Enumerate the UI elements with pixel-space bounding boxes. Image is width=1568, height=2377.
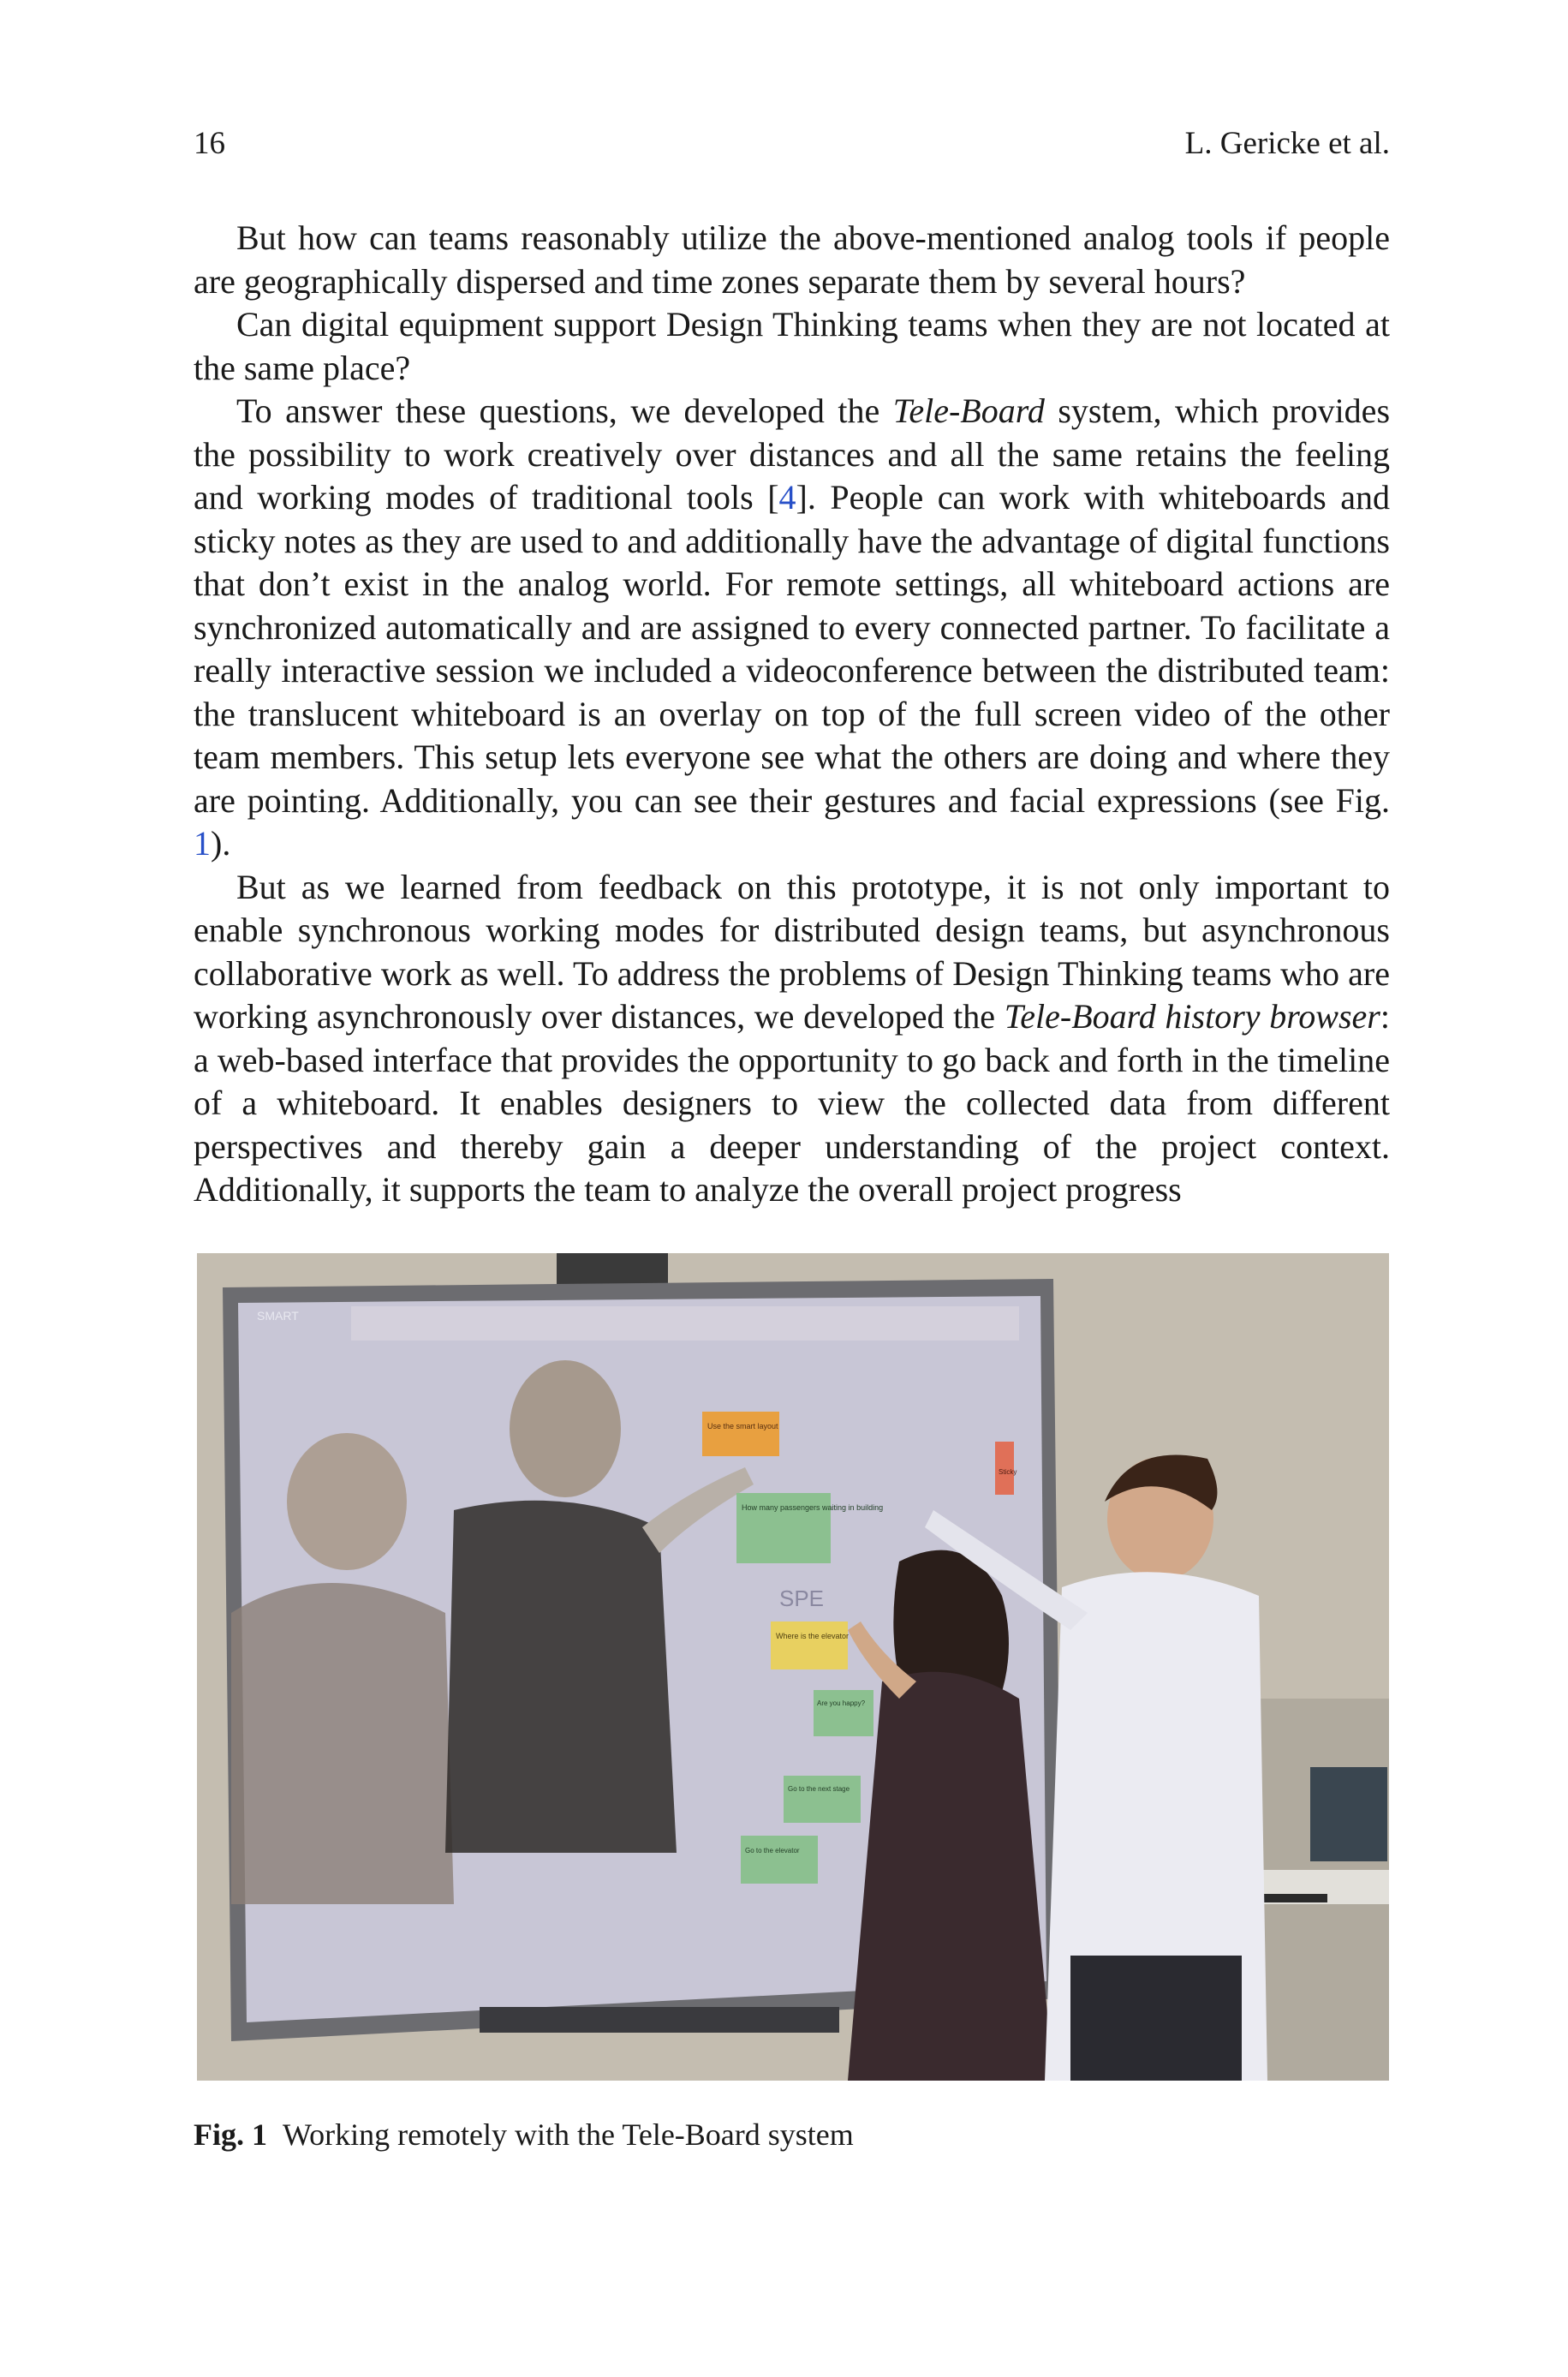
- sticky-note: [814, 1690, 873, 1736]
- text-run: ]. People can work with whiteboards and sticky notes as they are used to and additionally have the advantage of digital functions that don’t exist in the analog world. For remote settings, all whiteboard actions are synchronized automatically and are assigned to every connected partner. To facilitate a really interactive session we included a videoconference between the distributed team: the translucent whiteboard is an overlay on top of the full screen video of the other team members. This setup lets everyone see what the others are doing and where they are pointing. Additionally, you can see their gestures and facial expressions (see Fig.: [194, 478, 1390, 820]
- monitor: [1310, 1767, 1387, 1861]
- board-handwriting: SPE: [779, 1586, 825, 1611]
- sticky-note: [784, 1776, 861, 1823]
- italic-term: Tele-Board history browser: [1004, 997, 1380, 1036]
- page-header: [194, 122, 1390, 165]
- paragraph: But how can teams reasonably utilize the above-mentioned analog tools if people are geographically dispersed and time zones separate them by several hours?: [194, 218, 1390, 301]
- local-man-trousers: [1070, 1956, 1242, 2081]
- paragraph: [194, 390, 1390, 866]
- paragraph: [194, 866, 1390, 1212]
- running-head: L. Gericke et al.: [1184, 126, 1390, 161]
- text-run: system, which provides the possibility to work creatively over distances and all the same retains the feeling and working modes of traditional tools [: [194, 391, 1391, 517]
- text-run: : a web-based interface that provides the opportunity to go back and forth in the timeline of a whiteboard. It enables designers to view the collected data from different perspectives and thereby gain a deeper understanding of the project context. Additionally, it supports the team to analyze the overall project progress: [194, 997, 1390, 1209]
- figure-photo: [197, 1253, 1389, 2081]
- sticky-note-text: Where is the elevator: [776, 1632, 850, 1640]
- sticky-note-text: Use the smart layout: [707, 1422, 778, 1430]
- photo-illustration: [197, 1253, 1389, 2081]
- body-text: [194, 217, 1390, 1212]
- text-run: ).: [211, 824, 231, 863]
- remote-person-body: [445, 1501, 677, 1853]
- italic-term: Tele-Board: [892, 391, 1045, 430]
- figure-link[interactable]: 1: [194, 824, 211, 863]
- sticky-note-text: Go to the next stage: [788, 1785, 850, 1793]
- board-toolbar: [351, 1306, 1019, 1341]
- sticky-note-text: How many passengers waiting in building: [742, 1503, 884, 1512]
- sticky-note: [702, 1412, 779, 1456]
- board-tray: [480, 2007, 839, 2033]
- sticky-note-text: Are you happy?: [817, 1699, 866, 1707]
- wall-note-text: Sticky: [999, 1468, 1017, 1476]
- sticky-note-text: Go to the elevator: [745, 1847, 800, 1854]
- caption-text: Working remotely with the Tele-Board system: [283, 2117, 854, 2152]
- remote-person-head: [510, 1360, 621, 1497]
- figure-caption: [194, 2114, 1390, 2155]
- text-run: But as we learned from feedback on this prototype, it is not only important to enable synchronous working modes for distributed design teams, but asynchronous collaborative work as well. To address the problems of Design Thinking teams who are working asynchronously over distances, we developed the: [194, 867, 1390, 1036]
- page-number: 16: [194, 126, 225, 161]
- text-run: To answer these questions, we developed the: [236, 391, 893, 430]
- remote-person-head: [287, 1433, 407, 1570]
- paragraph: Can digital equipment support Design Thinking teams when they are not located at the same place?: [194, 305, 1390, 387]
- sticky-note: [741, 1836, 818, 1884]
- sticky-note: [771, 1621, 848, 1669]
- board-brand: SMART: [257, 1309, 299, 1323]
- caption-label: Fig. 1: [194, 2117, 267, 2152]
- citation-link[interactable]: 4: [778, 478, 796, 517]
- remote-person-body: [231, 1583, 454, 1904]
- keyboard: [1259, 1894, 1327, 1902]
